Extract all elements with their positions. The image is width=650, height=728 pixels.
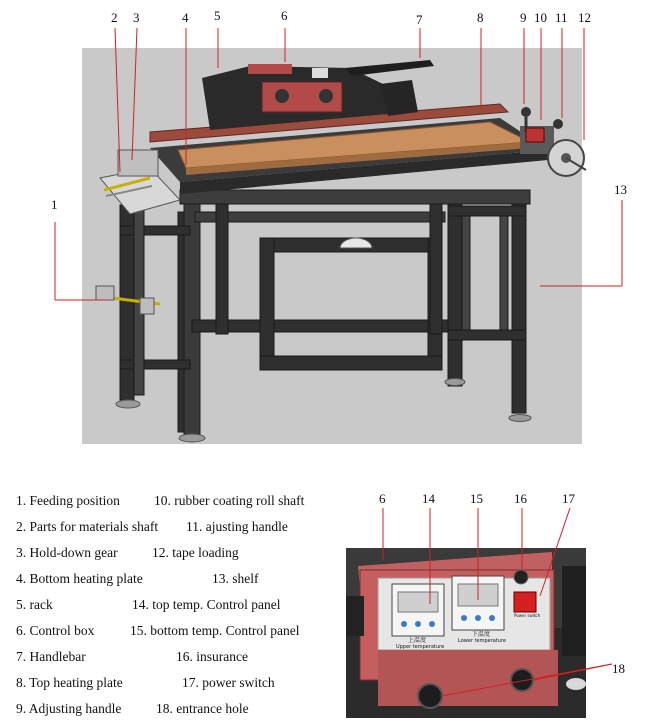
- detail-callout-17: 17: [562, 491, 575, 506]
- power-switch-label: Power switch: [514, 613, 541, 618]
- legend-item-10: 10. rubber coating roll shaft: [154, 493, 305, 508]
- legend-item-4: 4. Bottom heating plate: [16, 571, 143, 586]
- callout-12: 12: [578, 10, 591, 25]
- legend-item-17: 17. power switch: [182, 675, 275, 690]
- legend-item-3: 3. Hold-down gear: [16, 545, 118, 560]
- callout-10: 10: [534, 10, 547, 25]
- fuse-holder: [514, 570, 528, 584]
- legend-item-5: 5. rack: [16, 597, 53, 612]
- legend-item-6: 6. Control box: [16, 623, 95, 638]
- callout-2: 2: [111, 10, 118, 25]
- legend-item-15: 15. bottom temp. Control panel: [130, 623, 300, 638]
- callout-6: 6: [281, 8, 288, 23]
- legend-item-2: 2. Parts for materials shaft: [16, 519, 159, 534]
- lower-temp-label-cn: 下温度: [472, 631, 491, 638]
- callout-4: 4: [182, 10, 189, 25]
- detail-callout-6: 6: [379, 491, 386, 506]
- entrance-hole: [418, 684, 442, 708]
- upper-temp-label-en: Upper temperature: [396, 644, 445, 650]
- control-panel-detail: [346, 548, 586, 718]
- legend-item-1: 1. Feeding position: [16, 493, 120, 508]
- upper-temp-label-cn: 上温度: [408, 637, 427, 644]
- detail-callout-18: 18: [612, 661, 625, 676]
- callout-13: 13: [614, 182, 627, 197]
- legend-item-7: 7. Handlebar: [16, 649, 86, 664]
- detail-callout-16: 16: [514, 491, 527, 506]
- legend-item-16: 16. insurance: [176, 649, 248, 664]
- power-switch: [514, 592, 536, 612]
- callout-7: 7: [416, 12, 423, 27]
- callout-11: 11: [555, 10, 568, 25]
- legend-item-12: 12. tape loading: [152, 545, 239, 560]
- callout-9: 9: [520, 10, 527, 25]
- callout-3: 3: [133, 10, 140, 25]
- detail-callout-14: 14: [422, 491, 435, 506]
- callout-1: 1: [51, 197, 58, 212]
- detail-callout-15: 15: [470, 491, 483, 506]
- legend-item-18: 18. entrance hole: [156, 701, 249, 716]
- callout-5: 5: [214, 8, 221, 23]
- legend-item-13: 13. shelf: [212, 571, 259, 586]
- legend-item-14: 14. top temp. Control panel: [132, 597, 281, 612]
- legend-item-11: 11. ajusting handle: [186, 519, 288, 534]
- legend-item-8: 8. Top heating plate: [16, 675, 123, 690]
- lower-temp-label-en: Lower temperature: [458, 638, 506, 644]
- legend-item-9: 9. Adjusting handle: [16, 701, 122, 716]
- callout-8: 8: [477, 10, 484, 25]
